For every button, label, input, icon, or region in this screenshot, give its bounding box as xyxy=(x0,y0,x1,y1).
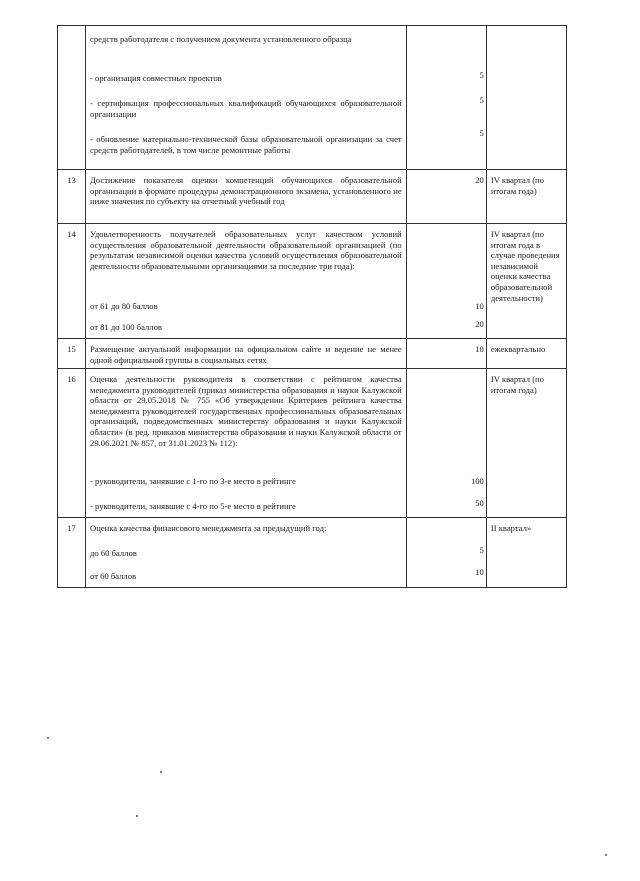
criterion-text: Оценка качества финансового менеджмента за предыдущий год: xyxy=(90,523,327,533)
points-cell xyxy=(406,224,486,339)
row-number xyxy=(58,26,86,170)
criterion-text: Оценка деятельности руководителя в соответствии с рейтингом качества менеджмента руководителей (приказ министерства образования и науки Калужской области от 29.05.2018 № 755 «Об утверждении Критериев рейтинга качества менеджмента руководителей государственных профессиональных образовательных организаций, подведомственных министерству образования и науки Калужской области» (в ред. приказов министерства образования и науки Калужской области от 29.06.2021 № 857, от 31.01.2023 № 112): xyxy=(90,374,402,448)
row-number: 13 xyxy=(58,170,86,224)
criterion-text: Удовлетворенность получателей образовательных услуг качеством условий осуществления образовательной деятельности образовательной организацией (по результатам независимой оценки качества условий осуществления образовательной деятельности образовательными организациями за последние три года): xyxy=(90,229,402,271)
points-value xyxy=(407,34,486,57)
criterion-text: - обновление материально-технической базы образовательной организации за счет средств работодателей, в том числе ремонтные работы xyxy=(90,134,402,155)
criterion-description xyxy=(86,369,407,518)
table-row xyxy=(58,369,567,518)
criterion-text: - сертификация профессиональных квалификаций обучающихся образовательной организации xyxy=(90,98,402,119)
table-row xyxy=(58,170,567,224)
table-row xyxy=(58,339,567,369)
criterion-text: Размещение актуальной информации на официальном сайте и ведение не менее одной официальной группы в социальных сетях xyxy=(90,344,402,365)
criteria-table xyxy=(57,25,567,588)
row-number: 17 xyxy=(58,518,86,588)
points-cell xyxy=(406,369,486,518)
points-value: 20 xyxy=(475,319,484,329)
period-cell: II квартал» xyxy=(486,518,566,588)
criterion-description xyxy=(86,339,407,369)
table-row xyxy=(58,224,567,339)
criterion-text: от 81 до 100 баллов xyxy=(90,322,162,332)
period-cell: IV квартал (по итогам года) xyxy=(486,369,566,518)
points-value: 10 xyxy=(475,301,484,311)
points-cell xyxy=(406,339,486,369)
criterion-text: - руководители, занявшие с 4-го по 5-е место в рейтинге xyxy=(90,501,296,511)
points-value: 5 xyxy=(479,545,484,555)
points-cell xyxy=(406,518,486,588)
criterion-text: Достижение показателя оценки компетенций обучающихся образовательной организации в формате процедуры демонстрационного экзамена, установленного не ниже значения по субъекту на отчетный учебный год xyxy=(90,175,402,207)
criterion-text: до 60 баллов xyxy=(90,548,137,558)
points-value: 10 xyxy=(475,344,484,354)
row-number: 15 xyxy=(58,339,86,369)
criterion-description xyxy=(86,518,407,588)
table-row xyxy=(58,518,567,588)
points-value: 100 xyxy=(470,476,484,486)
points-value: 50 xyxy=(475,498,484,508)
points-cell xyxy=(406,26,486,170)
row-number: 16 xyxy=(58,369,86,518)
period-cell: IV квартал (по итогам года) xyxy=(486,170,566,224)
points-value: 5 xyxy=(479,70,484,80)
criterion-text: - организация совместных проектов xyxy=(90,73,222,83)
table-row xyxy=(58,26,567,170)
points-value: 10 xyxy=(475,567,484,577)
row-number: 14 xyxy=(58,224,86,339)
period-cell: ежеквартально xyxy=(486,339,566,369)
points-value: 20 xyxy=(475,175,484,185)
period-cell: IV квартал (по итогам года в случае проведения независимой оценки качества образовательной деятельности) xyxy=(486,224,566,339)
scan-speck xyxy=(160,771,162,773)
points-value: 5 xyxy=(479,95,484,105)
criterion-description xyxy=(86,26,407,170)
scan-speck xyxy=(47,737,49,739)
criterion-text: - руководители, занявшие с 1-го по 3-е место в рейтинге xyxy=(90,476,296,486)
scan-speck xyxy=(605,854,607,856)
criterion-description xyxy=(86,170,407,224)
scan-speck xyxy=(136,815,138,817)
criterion-text: от 60 баллов xyxy=(90,571,137,581)
points-cell xyxy=(406,170,486,224)
criterion-text: средств работодателя с получением документа установленного образца xyxy=(90,34,352,44)
criterion-description xyxy=(86,224,407,339)
points-value: 5 xyxy=(479,128,484,138)
period-cell xyxy=(486,26,566,170)
criterion-text: от 61 до 80 баллов xyxy=(90,301,158,311)
